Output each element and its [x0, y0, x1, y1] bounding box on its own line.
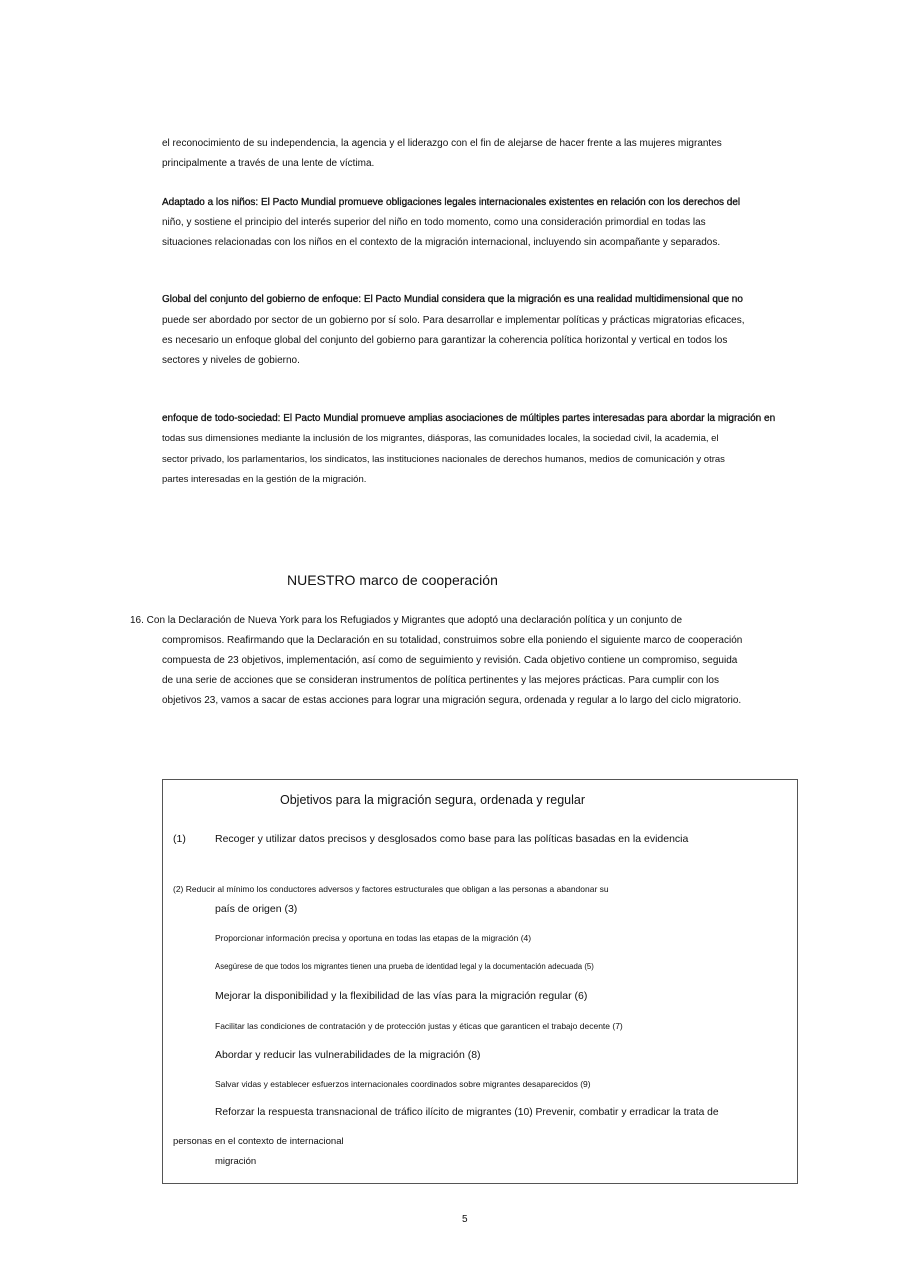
- objective-item: Reforzar la respuesta transnacional de tráfico ilícito de migrantes (10) Prevenir, combatir y erradicar la trata de: [215, 1107, 719, 1118]
- paragraph-line: principalmente a través de una lente de víctima.: [162, 158, 375, 169]
- paragraph-heading: enfoque de todo-sociedad: El Pacto Mundial promueve amplias asociaciones de múltiples partes interesadas para abordar la migración en: [162, 413, 776, 424]
- paragraph-line: situaciones relacionadas con los niños en el contexto de la migración internacional, incluyendo sin acompañante y separados.: [162, 237, 721, 248]
- paragraph-16-line: de una serie de acciones que se consideran instrumentos de política pertinentes y las mejores prácticas. Para cumplir con los: [162, 675, 719, 686]
- paragraph-16-line: compuesta de 23 objetivos, implementación, así como de seguimiento y revisión. Cada objetivo contiene un compromiso, seguida: [162, 655, 738, 666]
- objective-number: (1): [173, 833, 186, 845]
- paragraph-heading: Adaptado a los niños: El Pacto Mundial promueve obligaciones legales internacionales existentes en relación con los derechos del: [162, 197, 741, 208]
- objective-item: país de origen (3): [215, 903, 298, 915]
- paragraph-line: niño, y sostiene el principio del interés superior del niño en todo momento, como una consideración primordial en todas las: [162, 217, 706, 228]
- objective-item: Asegúrese de que todos los migrantes tienen una prueba de identidad legal y la documentación adecuada (5): [215, 962, 594, 971]
- section-heading: NUESTRO marco de cooperación: [287, 572, 498, 588]
- page-number: 5: [462, 1214, 468, 1225]
- objective-item: Abordar y reducir las vulnerabilidades de la migración (8): [215, 1049, 481, 1061]
- paragraph-line: sectores y niveles de gobierno.: [162, 355, 300, 366]
- paragraph-line: partes interesadas en la gestión de la migración.: [162, 474, 367, 485]
- paragraph-16-line: objetivos 23, vamos a sacar de estas acciones para lograr una migración segura, ordenada y regular a lo largo del ciclo migratorio.: [162, 695, 742, 706]
- objectives-title: Objetivos para la migración segura, ordenada y regular: [280, 793, 586, 807]
- paragraph-heading: Global del conjunto del gobierno de enfoque: El Pacto Mundial considera que la migración es una realidad multidimensional que no: [162, 294, 743, 305]
- paragraph-line: el reconocimiento de su independencia, la agencia y el liderazgo con el fin de alejarse de hacer frente a las mujeres migrantes: [162, 138, 722, 149]
- paragraph-line: sector privado, los parlamentarios, los sindicatos, las instituciones nacionales de derechos humanos, medios de comunicación y otras: [162, 454, 725, 465]
- paragraph-line: todas sus dimensiones mediante la inclusión de los migrantes, diásporas, las comunidades locales, la sociedad civil, la academia, el: [162, 433, 719, 444]
- paragraph-16-line: compromisos. Reafirmando que la Declaración en su totalidad, construimos sobre ella poniendo el siguiente marco de cooperación: [162, 635, 743, 646]
- objective-item: Recoger y utilizar datos precisos y desglosados como base para las políticas basadas en la evidencia: [215, 833, 689, 845]
- objective-item: Salvar vidas y establecer esfuerzos internacionales coordinados sobre migrantes desaparecidos (9): [215, 1079, 591, 1089]
- paragraph-line: puede ser abordado por sector de un gobierno por sí solo. Para desarrollar e implementar políticas y prácticas migratorias eficaces,: [162, 315, 745, 326]
- objective-item: Proporcionar información precisa y oportuna en todas las etapas de la migración (4): [215, 933, 532, 943]
- paragraph-line: es necesario un enfoque global del conjunto del gobierno para garantizar la coherencia política horizontal y vertical en todos los: [162, 335, 728, 346]
- objective-item: (2) Reducir al mínimo los conductores adversos y factores estructurales que obligan a las personas a abandonar su: [173, 884, 609, 894]
- objective-item: Facilitar las condiciones de contratación y de protección justas y éticas que garanticen el trabajo decente (7): [215, 1021, 623, 1031]
- objective-item: migración: [215, 1156, 257, 1167]
- paragraph-16-line: 16. Con la Declaración de Nueva York para los Refugiados y Migrantes que adoptó una declaración política y un conjunto de: [130, 615, 683, 626]
- objective-item: personas en el contexto de internacional: [173, 1136, 344, 1147]
- objective-item: Mejorar la disponibilidad y la flexibilidad de las vías para la migración regular (6): [215, 990, 588, 1002]
